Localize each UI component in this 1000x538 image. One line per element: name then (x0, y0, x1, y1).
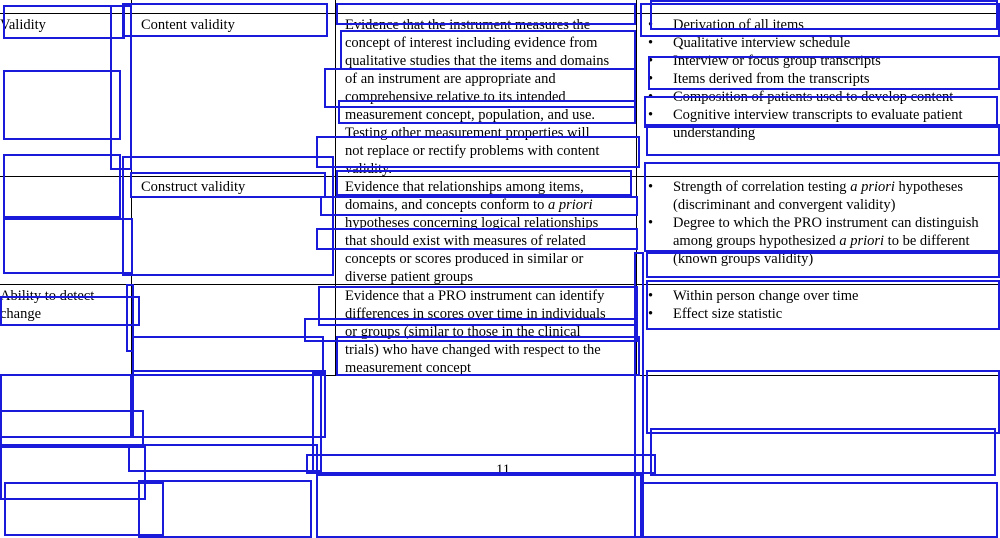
bullet-icon: • (648, 17, 654, 33)
evidence-item: • Items derived from the transcripts (648, 71, 870, 87)
evidence-item: • Interview or focus group transcripts (648, 53, 881, 69)
definition-line: differences in scores over time in individuals (345, 306, 606, 322)
table-top-border (0, 13, 1000, 14)
bullet-icon: • (648, 288, 654, 304)
definition-line: comprehensive relative to its intended (345, 89, 566, 105)
definition-line: hypotheses concerning logical relationships (345, 215, 599, 231)
row-1-evidence-list (643, 16, 963, 142)
bullet-icon: • (648, 53, 654, 69)
evidence-item: • Strength of correlation testing a priori hypotheses (discriminant and convergent validity) (648, 179, 963, 213)
property-text: change (0, 306, 42, 322)
annotation-box (3, 218, 133, 274)
definition-line: domains, and concepts conform to a priori (345, 197, 593, 213)
page-number: 11 (496, 462, 510, 478)
bullet-icon: • (648, 179, 654, 195)
row-2-subproperty (141, 178, 245, 196)
definition-line: or groups (similar to those in the clinical (345, 324, 581, 340)
annotation-box (110, 5, 132, 170)
evidence-item: • Within person change over time (648, 288, 859, 304)
annotation-box (316, 474, 642, 538)
annotation-box (0, 374, 132, 438)
row-1-subproperty (141, 16, 235, 34)
annotation-box (646, 370, 1000, 434)
definition-line: diverse patient groups (345, 269, 474, 285)
evidence-item: • Qualitative interview schedule (648, 35, 851, 51)
annotation-box (126, 284, 134, 352)
definition-line: Evidence that a PRO instrument can identify (345, 288, 605, 304)
bullet-icon: • (648, 107, 654, 123)
annotation-box (3, 70, 121, 140)
row-3-property (0, 287, 94, 323)
annotation-box (0, 410, 144, 446)
annotation-box (3, 154, 121, 218)
definition-line: Testing other measurement properties will (345, 125, 590, 141)
definition-line: of an instrument are appropriate and (345, 71, 556, 87)
evidence-item: • Effect size statistic (648, 306, 783, 322)
annotation-box (0, 446, 146, 500)
bullet-icon: • (648, 215, 654, 231)
bullet-icon: • (648, 71, 654, 87)
definition-line: measurement concept, population, and use. (345, 107, 596, 123)
column-divider-2 (335, 0, 336, 375)
annotation-box (650, 428, 996, 476)
definition-line: that should exist with measures of related (345, 233, 586, 249)
evidence-item: • Derivation of all items (648, 17, 804, 33)
subproperty-text: Content validity (141, 17, 235, 33)
definition-line: validity. (345, 161, 392, 177)
annotation-box (138, 480, 312, 538)
definition-line: Evidence that relationships among items, (345, 179, 584, 195)
annotation-box (312, 372, 322, 472)
annotation-box (306, 454, 656, 474)
definition-line: trials) who have changed with respect to the (345, 342, 601, 358)
row-1-definition (345, 16, 609, 178)
definition-line: concepts or scores produced in similar or (345, 251, 584, 267)
bullet-icon: • (648, 306, 654, 322)
definition-line: qualitative studies that the items and domains (345, 53, 610, 69)
property-text: Validity (0, 17, 46, 33)
property-text: Ability to detect (0, 288, 95, 304)
annotation-box (642, 482, 998, 538)
row-2-definition (345, 178, 598, 286)
row-2-evidence-list (643, 178, 979, 268)
definition-line: Evidence that the instrument measures the (345, 17, 591, 33)
column-divider-1 (131, 0, 132, 375)
row-3-definition (345, 287, 606, 377)
column-divider-3 (636, 0, 637, 375)
row-3-evidence-list (643, 287, 858, 323)
bullet-icon: • (648, 35, 654, 51)
evidence-item: • Degree to which the PRO instrument can distinguish among groups hypothesized a priori to be different (known groups validity) (648, 215, 979, 267)
annotation-box (122, 156, 334, 276)
annotation-box (132, 336, 324, 376)
annotation-box (132, 370, 326, 438)
evidence-item: • Composition of patients used to develop content (648, 89, 954, 105)
definition-line: not replace or rectify problems with content (345, 143, 600, 159)
bullet-icon: • (648, 89, 654, 105)
subproperty-text: Construct validity (141, 179, 246, 195)
definition-line: concept of interest including evidence from (345, 35, 598, 51)
annotation-box (128, 444, 318, 472)
definition-line: measurement concept (345, 360, 472, 376)
evidence-item: • Cognitive interview transcripts to evaluate patient understanding (648, 107, 963, 141)
annotation-box (4, 482, 164, 536)
row-1-property (0, 16, 46, 34)
